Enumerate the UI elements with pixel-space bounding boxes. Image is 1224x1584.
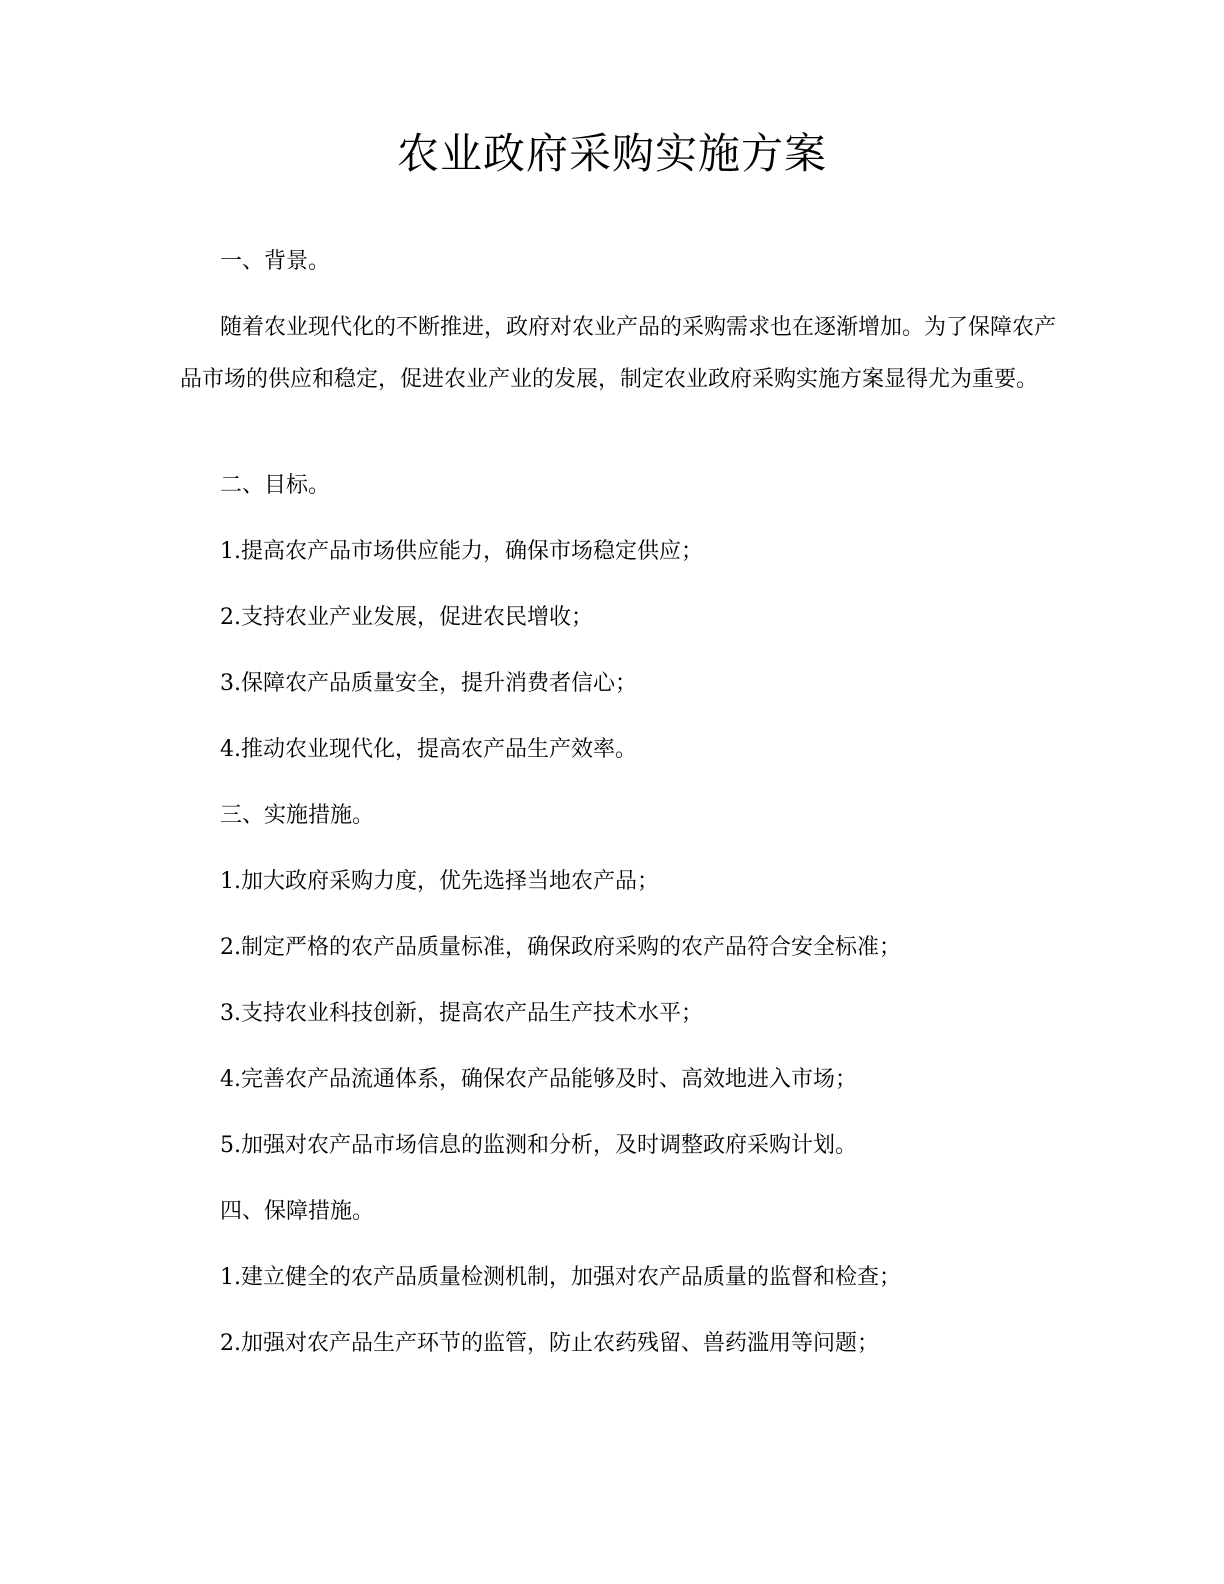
- section-heading-background: 一、背景。: [220, 249, 331, 274]
- goal-item: 3.保障农产品质量安全，提升消费者信心；: [220, 671, 637, 696]
- background-paragraph: 随着农业现代化的不断推进，政府对农业产品的采购需求也在逐渐增加。为了保障农产品市场的供应和稳定，促进农业产业的发展，制定农业政府采购实施方案显得尤为重要。: [180, 315, 1057, 392]
- goal-item: 2.支持农业产业发展，促进农民增收；: [220, 605, 593, 630]
- goal-item: 1.提高农产品市场供应能力，确保市场稳定供应；: [220, 539, 703, 564]
- safeguard-item: 1.建立健全的农产品质量检测机制，加强对农产品质量的监督和检查；: [220, 1265, 901, 1290]
- goal-item: 4.推动农业现代化，提高农产品生产效率。: [220, 737, 637, 762]
- section-heading-measures: 三、实施措施。: [220, 803, 375, 828]
- safeguard-item: 2.加强对农产品生产环节的监管，防止农药残留、兽药滥用等问题；: [220, 1331, 879, 1356]
- measure-item: 3.支持农业科技创新，提高农产品生产技术水平；: [220, 1001, 703, 1026]
- measure-item: 1.加大政府采购力度，优先选择当地农产品；: [220, 869, 659, 894]
- document-title: 农业政府采购实施方案: [396, 129, 827, 178]
- section-heading-safeguards: 四、保障措施。: [220, 1199, 375, 1224]
- measure-item: 5.加强对农产品市场信息的监测和分析，及时调整政府采购计划。: [220, 1133, 857, 1158]
- measure-item: 2.制定严格的农产品质量标准，确保政府采购的农产品符合安全标准；: [220, 935, 901, 960]
- measure-item: 4.完善农产品流通体系，确保农产品能够及时、高效地进入市场；: [220, 1067, 857, 1092]
- section-heading-goals: 二、目标。: [220, 473, 331, 498]
